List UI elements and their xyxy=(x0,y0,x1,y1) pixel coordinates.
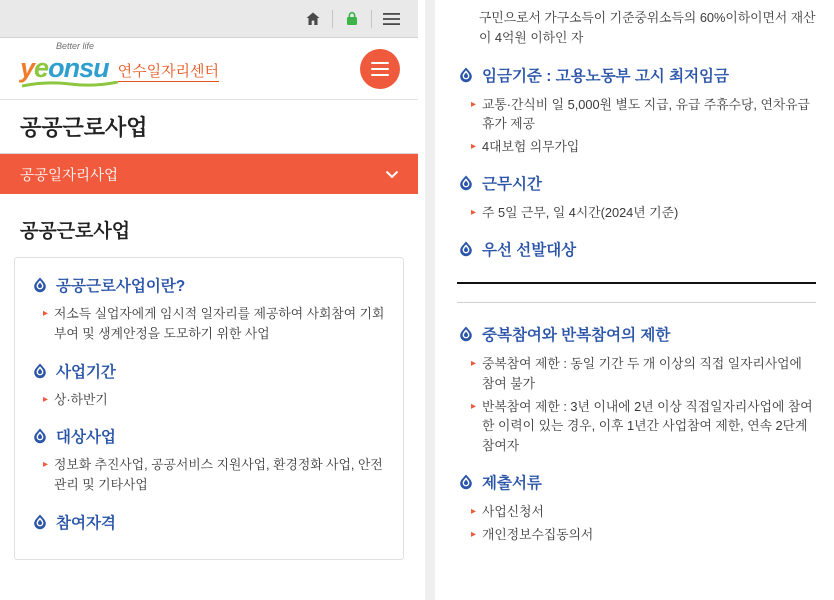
list-item-text: 개인정보수집동의서 xyxy=(482,526,594,542)
content-heading: 공공근로사업 xyxy=(20,221,131,242)
content-card xyxy=(14,257,404,560)
list-item-text: 반복참여 제한 : 3년 이내에 2년 이상 직접일자리사업에 참여한 이력이 있는 경우, 이후 1년간 사업참여 제한, 연속 2단계 참여자 xyxy=(482,398,813,454)
site-header xyxy=(0,38,418,100)
block-header xyxy=(31,360,387,382)
right-content xyxy=(435,0,834,600)
content-block xyxy=(457,172,816,223)
toolbar-divider-2 xyxy=(371,10,372,28)
logo-tagline: Better life xyxy=(56,41,95,51)
arrow-icon: ▸ xyxy=(471,98,477,110)
block-header xyxy=(31,425,387,447)
logo-mark xyxy=(20,41,109,83)
logo-swoosh-icon xyxy=(22,81,118,88)
list-item xyxy=(471,502,816,522)
block-title: 우선 선발대상 xyxy=(482,241,577,259)
arrow-icon: ▸ xyxy=(471,141,477,153)
arrow-icon: ▸ xyxy=(471,357,477,369)
browser-toolbar xyxy=(0,0,418,38)
list-item-text: 사업신청서 xyxy=(482,504,544,520)
block-title: 대상사업 xyxy=(56,429,116,447)
list-item-text: 정보화 추진사업, 공공서비스 지원사업, 환경정화 사업, 안전관리 및 기타사업 xyxy=(54,457,383,493)
arrow-icon: ▸ xyxy=(471,207,477,219)
droplet-icon xyxy=(457,174,475,192)
site-logo[interactable] xyxy=(20,41,220,83)
droplet-icon xyxy=(457,473,475,491)
list-item xyxy=(471,354,816,394)
category-selector[interactable] xyxy=(0,154,418,194)
content-block xyxy=(457,323,816,456)
category-selector-label: 공공일자리사업 xyxy=(20,167,119,184)
list-item xyxy=(471,137,816,157)
hamburger-menu-button[interactable] xyxy=(360,49,400,89)
lead-paragraph: 구민으로서 가구소득이 기준중위소득의 60%이하이면서 재산이 4억원 이하인 자 xyxy=(479,10,816,45)
content-block xyxy=(457,64,816,157)
list-item xyxy=(471,525,816,545)
hamburger-line-3 xyxy=(371,74,389,76)
lock-icon[interactable] xyxy=(337,4,367,34)
hamburger-line-2 xyxy=(371,68,389,70)
droplet-icon xyxy=(457,325,475,343)
divider-heavy xyxy=(457,282,816,284)
block-title: 중복참여와 반복참여의 제한 xyxy=(482,326,671,344)
hamburger-line-1 xyxy=(371,62,389,64)
droplet-icon xyxy=(31,513,49,531)
droplet-icon xyxy=(31,362,49,380)
home-icon[interactable] xyxy=(298,4,328,34)
block-title: 근무시간 xyxy=(482,176,542,194)
list-item xyxy=(471,203,816,223)
droplet-icon xyxy=(457,240,475,258)
block-title: 임금기준 : 고용노동부 고시 최저임금 xyxy=(482,67,729,85)
block-title: 공공근로사업이란? xyxy=(56,278,186,295)
list-item xyxy=(43,304,387,344)
block-header xyxy=(457,172,816,194)
droplet-icon xyxy=(457,66,475,84)
logo-wordmark: yeonsu xyxy=(20,53,109,83)
block-header xyxy=(457,471,816,493)
logo-subtitle: 연수일자리센터 xyxy=(118,64,219,83)
droplet-icon xyxy=(31,427,49,445)
content-block xyxy=(31,360,387,410)
list-item xyxy=(471,397,816,456)
list-item xyxy=(43,455,387,495)
list-item-text: 중복참여 제한 : 동일 기간 두 개 이상의 직접 일자리사업에 참여 불가 xyxy=(482,355,802,391)
list-item-text: 저소득 실업자에게 임시적 일자리를 제공하여 사회참여 기회 부여 및 생계안정을 도모하기 위한 사업 xyxy=(54,306,385,341)
block-header xyxy=(457,238,816,260)
chevron-down-icon xyxy=(384,166,400,182)
page-title-text: 공공근로사업 xyxy=(20,115,148,140)
block-title: 제출서류 xyxy=(482,475,542,493)
block-header xyxy=(31,511,387,533)
block-header xyxy=(457,64,816,86)
content-block xyxy=(457,471,816,545)
arrow-icon: ▸ xyxy=(43,459,49,471)
arrow-icon: ▸ xyxy=(43,393,49,405)
content-block xyxy=(31,274,387,344)
block-title: 참여자격 xyxy=(56,515,116,533)
block-header xyxy=(31,274,387,296)
arrow-icon: ▸ xyxy=(43,308,49,319)
arrow-icon: ▸ xyxy=(471,400,477,412)
block-title: 사업기간 xyxy=(56,363,116,381)
droplet-icon xyxy=(31,276,49,294)
toolbar-divider xyxy=(332,10,333,28)
content-block xyxy=(31,425,387,495)
menu-icon[interactable] xyxy=(376,4,406,34)
list-item-text: 상·하반기 xyxy=(54,391,108,407)
right-detail-page xyxy=(425,0,834,600)
list-item-text: 교통·간식비 일 5,000원 별도 지급, 유급 주휴수당, 연차유급휴가 제공 xyxy=(482,96,810,132)
arrow-icon: ▸ xyxy=(471,528,477,540)
list-item-text: 주 5일 근무, 일 4시간(2024년 기준) xyxy=(482,205,679,221)
content-block xyxy=(31,511,387,533)
list-item xyxy=(471,95,816,135)
divider-light xyxy=(457,302,816,303)
page-title xyxy=(0,100,418,154)
arrow-icon: ▸ xyxy=(471,506,477,518)
list-item-text: 4대보험 의무가입 xyxy=(482,139,580,155)
block-header xyxy=(457,323,816,345)
list-item xyxy=(43,390,387,410)
content-block xyxy=(457,238,816,260)
